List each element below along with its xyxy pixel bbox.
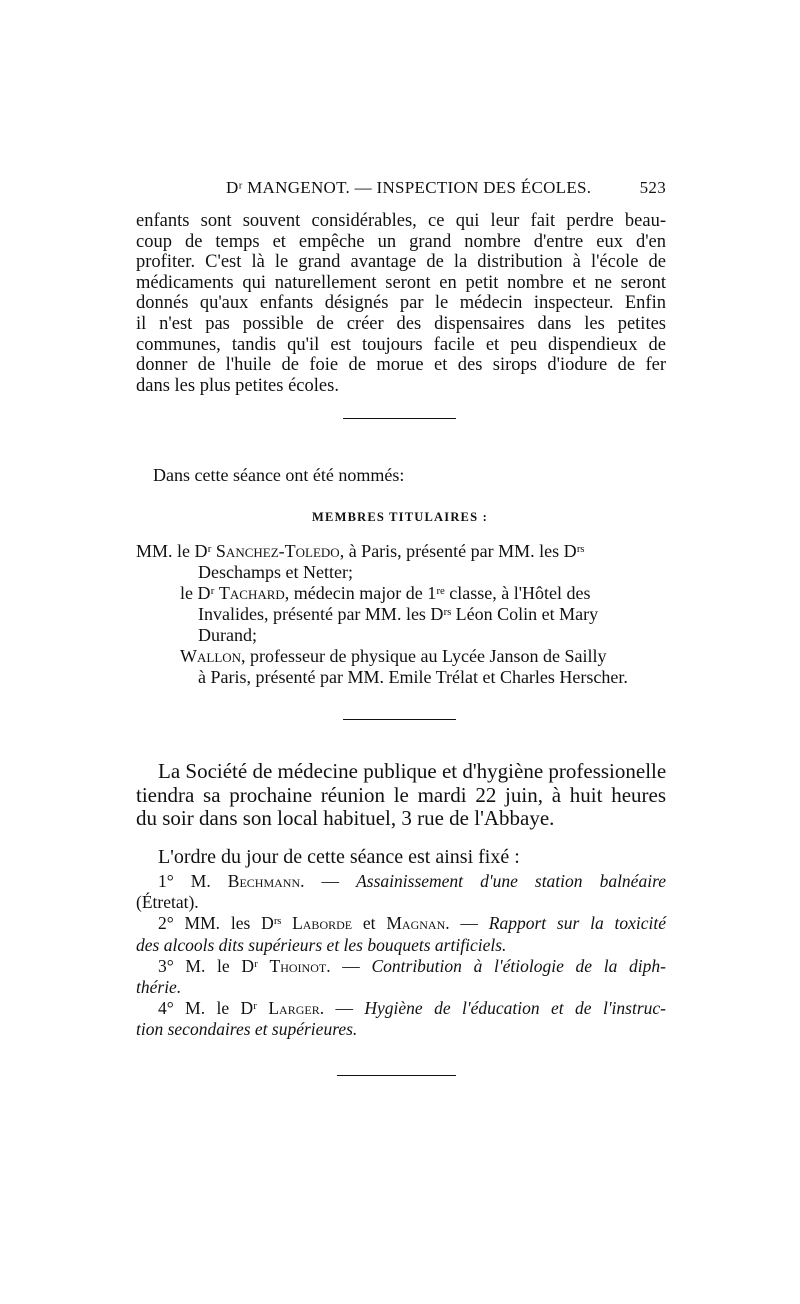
section-divider [337,1075,456,1076]
speaker-name: Laborde [292,913,353,934]
conjunction: et [352,913,387,934]
section-divider [343,418,456,419]
text-line: communes, tandis qu'il est toujours facile et peu dispendieux de [136,334,666,355]
item-number: 2° MM. les Dʳˢ [158,913,293,934]
page-number: 523 [639,178,666,197]
talk-title: Assainissement d'une station balnéaire [356,871,666,891]
member-details: , professeur de physique au Lycée Janson de Sailly [241,646,607,666]
text-line: donner de l'huile de foie de morue et des sirops d'iodure de fer [136,355,666,376]
announcement [136,760,666,831]
separator: . — [445,913,489,934]
member-name: Sanchez-Toledo [215,541,340,561]
text-line: dans les plus petites écoles. [136,375,339,396]
agenda-list [136,871,666,1041]
text-line: du soir dans son local habituel, 3 rue de l'Abbaye. [136,806,555,830]
item-number: 4° M. le Dʳ [158,998,269,1019]
talk-title-cont: thérie. [136,977,182,998]
member-entry [136,541,666,562]
separator: . — [319,998,365,1019]
speaker-name: Magnan [386,913,446,934]
speaker-name: Larger [268,998,320,1019]
member-entry-cont: à Paris, présenté par MM. Emile Trélat et Charles Herscher. [198,667,628,687]
separator: . — [300,871,357,891]
agenda-item [136,913,666,934]
text-line: médicaments qui naturellement seront en petit nombre et ne seront [136,272,666,293]
members-heading: MEMBRES TITULAIRES : [312,510,488,524]
member-details: , à Paris, présenté par MM. les Dʳˢ [339,541,585,561]
member-entry [136,583,666,604]
item-number: 3° M. le Dʳ [158,955,270,976]
member-details: , médecin major de 1ʳᵉ classe, à l'Hôtel des [284,583,591,603]
agenda-intro: L'ordre du jour de cette séance est ainsi fixé : [158,846,520,868]
talk-title: Hygiène de l'éducation et de l'instruc- [364,998,666,1019]
member-entry-cont: Invalides, présenté par MM. les Dʳˢ Léon Colin et Mary [198,604,599,624]
text-line: il n'est pas possible de créer des dispensaires dans les petites [136,313,666,334]
separator: . — [326,955,372,976]
member-entry-cont: Deschamps et Netter; [198,562,353,582]
text-line: coup de temps et empêche un grand nombre d'entre eux d'en [136,231,666,252]
section-divider [343,719,456,720]
nominations-intro: Dans cette séance ont été nommés: [153,465,405,485]
text-line: profiter. C'est là le grand avantage de la distribution à l'école de [136,252,666,273]
talk-title-cont: des alcools dits supérieurs et les bouquets artificiels. [136,934,507,955]
talk-title: Contribution à l'étiologie de la diph- [371,955,667,976]
member-name: Wallon [180,646,242,666]
agenda-item [136,956,666,977]
agenda-item [136,998,666,1019]
running-title: Dʳ MANGENOT. — INSPECTION DES ÉCOLES. [226,178,592,197]
text-line: enfants sont souvent considérables, ce qui leur fait perdre beau- [136,211,666,231]
paragraph-continuation [136,211,666,396]
text-line: La Société de médecine publique et d'hygiène professionelle [158,759,667,783]
member-name: Tachard [218,583,285,603]
member-entry [136,646,666,667]
speaker-name: Thoinot [269,955,327,976]
agenda-item-cont [136,977,666,998]
speaker-name: Bechmann [227,871,301,891]
member-prefix: MM. le Dʳ [136,541,216,561]
agenda-item-cont [136,935,666,956]
running-head [226,178,666,198]
member-prefix: le Dʳ [180,583,219,603]
text-line: tiendra sa prochaine réunion le mardi 22 juin, à huit heures [136,782,666,807]
member-entry-cont: Durand; [198,625,257,645]
agenda-item-cont [136,1019,666,1040]
item-number: 1° M. [158,871,228,891]
members-list [136,541,666,688]
text-line: donnés qu'aux enfants désignés par le médecin inspecteur. Enfin [136,293,666,314]
agenda-item-cont: (Étretat). [136,892,199,913]
talk-title-cont: tion secondaires et supérieures. [136,1019,358,1040]
talk-title: Rapport sur la toxicité [488,913,667,934]
agenda-item [136,871,666,892]
